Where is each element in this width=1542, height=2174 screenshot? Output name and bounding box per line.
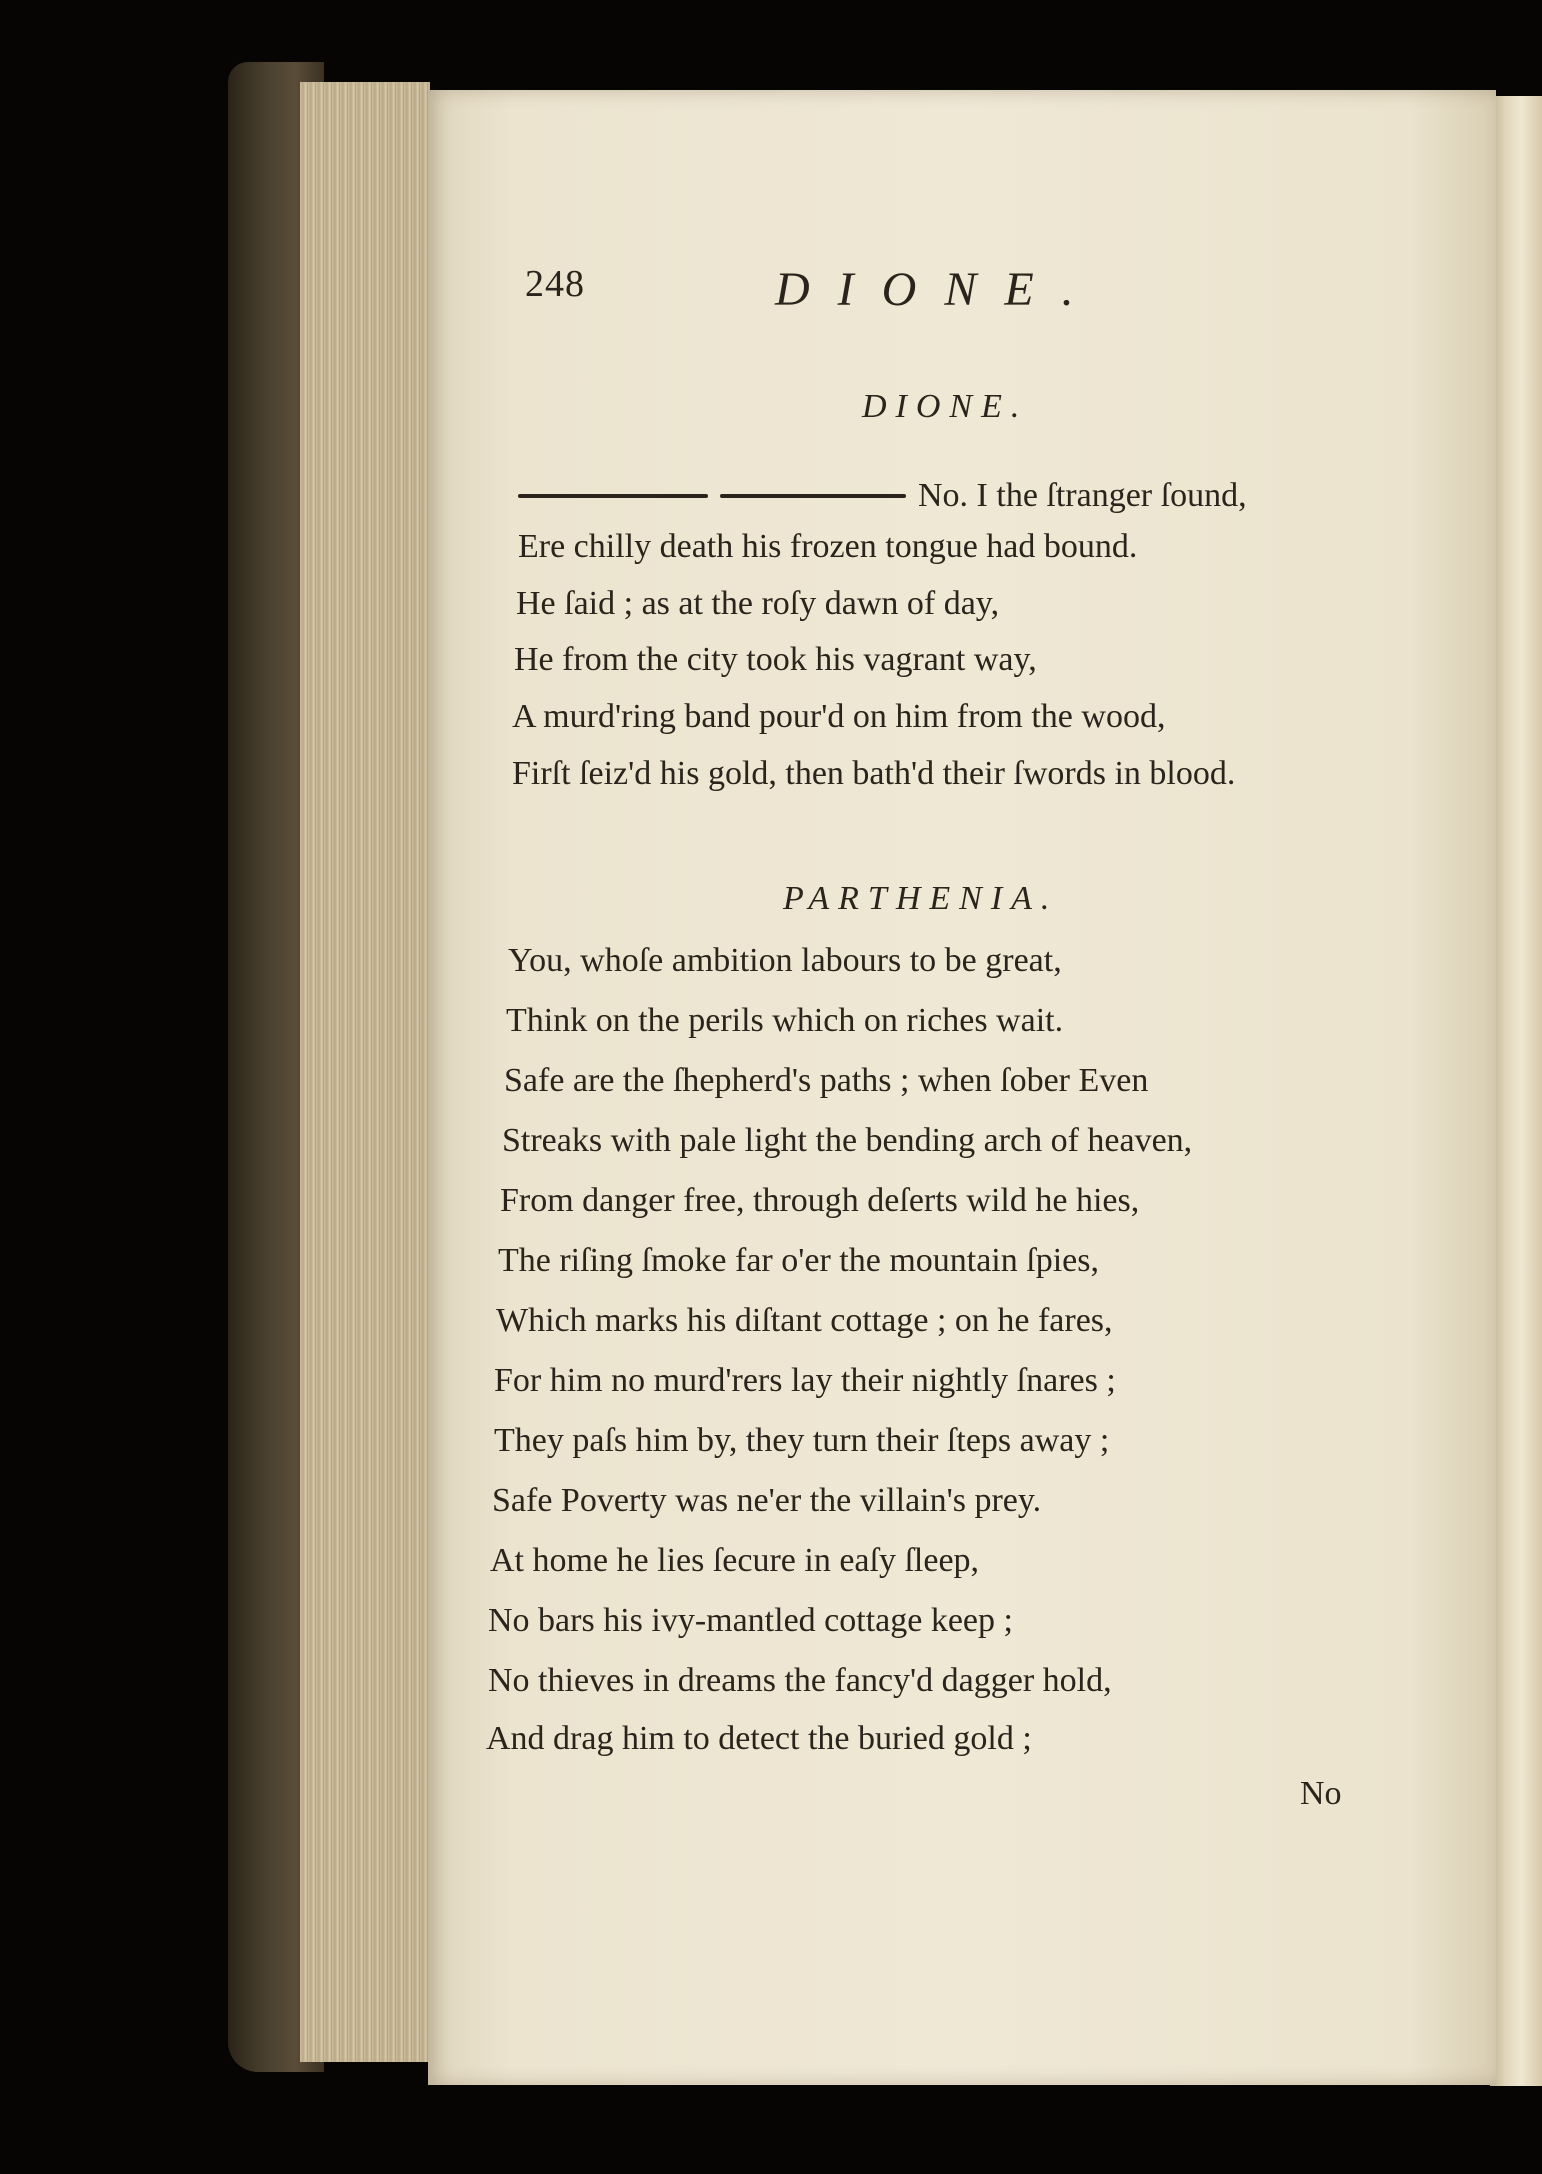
- speaker-heading-parthenia: PARTHENIA.: [783, 880, 1059, 917]
- speaker-heading-dione: DIONE.: [862, 388, 1029, 425]
- verse-line: The riſing ſmoke far o'er the mountain ſpies,: [498, 1242, 1099, 1279]
- verse-line: Ere chilly death his frozen tongue had bound.: [518, 528, 1138, 565]
- facing-page-edge: [1490, 96, 1542, 2086]
- verse-line: Streaks with pale light the bending arch of heaven,: [502, 1122, 1193, 1159]
- dash-rule: [720, 494, 906, 498]
- verse-line: Which marks his diſtant cottage ; on he fares,: [496, 1302, 1113, 1339]
- verse-line: A murd'ring band pour'd on him from the wood,: [512, 698, 1166, 735]
- dash-rule: [518, 494, 708, 498]
- running-head: DIONE.: [775, 263, 1102, 316]
- verse-line: You, whoſe ambition labours to be great,: [508, 942, 1062, 979]
- verse-line: He from the city took his vagrant way,: [514, 641, 1037, 678]
- verse-line: No thieves in dreams the fancy'd dagger hold,: [488, 1662, 1112, 1699]
- verse-line: Safe Poverty was ne'er the villain's prey.: [492, 1482, 1042, 1519]
- verse-line: Think on the perils which on riches wait.: [506, 1002, 1064, 1039]
- first-line: [518, 477, 1247, 514]
- verse-line: No bars his ivy-mantled cottage keep ;: [488, 1602, 1013, 1639]
- verse-line: Safe are the ſhepherd's paths ; when ſober Even: [504, 1062, 1149, 1099]
- page-number: 248: [525, 263, 585, 305]
- verse-line: Firſt ſeiz'd his gold, then bath'd their ſwords in blood.: [512, 755, 1236, 792]
- page-stack-edges: [300, 82, 430, 2062]
- verse-line: And drag him to detect the buried gold ;: [486, 1720, 1032, 1757]
- verse-line: At home he lies ſecure in eaſy ſleep,: [490, 1542, 980, 1579]
- verse-line: He ſaid ; as at the roſy dawn of day,: [516, 585, 1000, 622]
- verse-line: No. I the ſtranger ſound,: [918, 477, 1247, 514]
- verse-line: From danger free, through deſerts wild he hies,: [500, 1182, 1140, 1219]
- catchword: No: [1300, 1775, 1342, 1812]
- verse-line: They paſs him by, they turn their ſteps away ;: [494, 1422, 1110, 1459]
- verse-line: For him no murd'rers lay their nightly ſnares ;: [494, 1362, 1116, 1399]
